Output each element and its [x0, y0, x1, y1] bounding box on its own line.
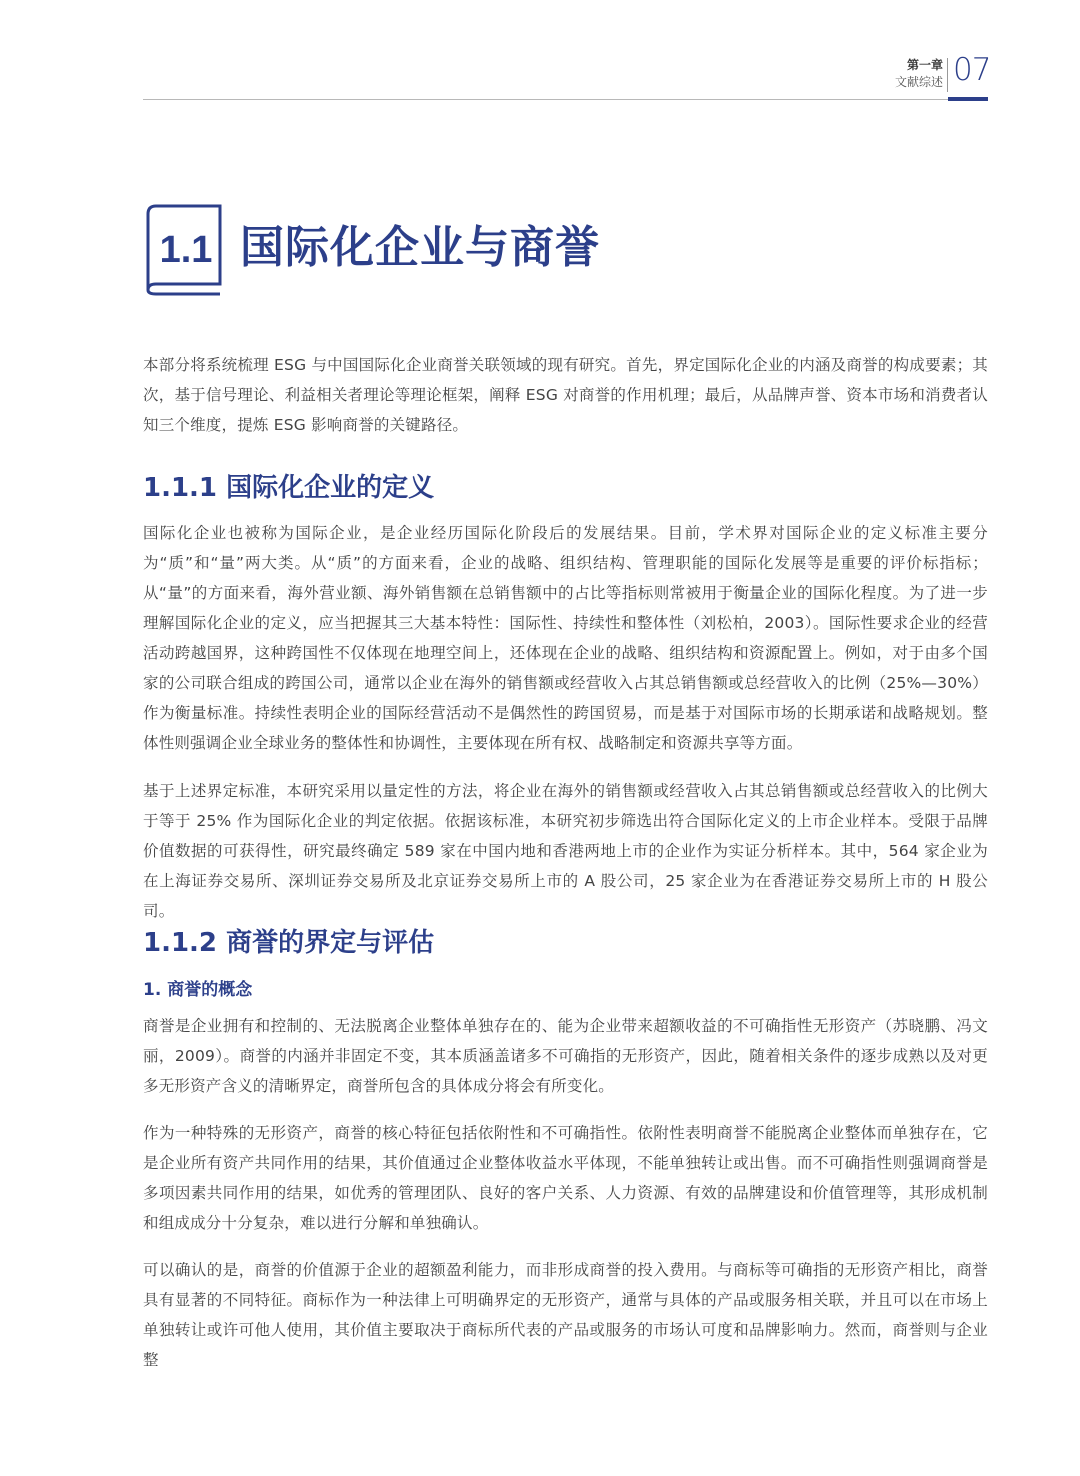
page-header — [0, 0, 1080, 110]
subsection-title: 1.1.2 商誉的界定与评估 — [143, 928, 435, 958]
page-number: 07 — [953, 52, 991, 88]
subsection-1-1-1-body-2 — [143, 776, 988, 926]
paragraph: 国际化企业也被称为国际企业，是企业经历国际化阶段后的发展结果。目前，学术界对国际企业的定义标准主要分为“质”和“量”两大类。从“质”的方面来看，企业的战略、组织结构、管理职能的国际化发展等是重要的评价标指标；从“量”的方面来看，海外营业额、海外销售额在总销售额中的占比等指标则常被用于衡量企业的国际化程度。为了进一步理解国际化企业的定义，应当把握其三大基本特性：国际性、持续性和整体性（刘松柏，2003）。国际性要求企业的经营活动跨越国界，这种跨国性不仅体现在地理空间上，还体现在企业的战略、组织结构和资源配置上。例如，对于由多个国家的公司联合组成的跨国公司，通常以企业在海外的销售额或经营收入占其总销售额或总经营收入的比例（25%—30%）作为衡量标准。持续性表明企业的国际经营活动不是偶然性的跨国贸易，而是基于对国际市场的长期承诺和战略规划。整体性则强调企业全球业务的整体性和协调性，主要体现在所有权、战略制定和资源共享等方面。 — [143, 524, 988, 752]
subsection-1-1-2 — [143, 925, 988, 961]
chapter-subtitle: 文献综述 — [894, 75, 943, 89]
subsection-1-1-2-body-3 — [143, 1255, 988, 1375]
chapter-label — [823, 58, 943, 90]
subsection-1-1-2-body-2 — [143, 1118, 988, 1238]
subsection-1-1-1-body — [143, 518, 988, 758]
section-title: 国际化企业与商誉 — [240, 222, 600, 273]
subsection-heading — [143, 978, 988, 1002]
section-intro — [143, 350, 988, 440]
paragraph: 作为一种特殊的无形资产，商誉的核心特征包括依附性和不可确指性。依附性表明商誉不能脱离企业整体而单独存在，它是企业所有资产共同作用的结果，其价值通过企业整体收益水平体现，不能单独转让或出售。而不可确指性则强调商誉是多项因素共同作用的结果，如优秀的管理团队、良好的客户关系、人力资源、有效的品牌建设和价值管理等，其形成机制和组成成分十分复杂，难以进行分解和单独确认。 — [143, 1124, 988, 1232]
chapter-title: 第一章 — [906, 58, 943, 72]
header-accent-bar — [948, 97, 988, 101]
paragraph: 可以确认的是，商誉的价值源于企业的超额盈利能力，而非形成商誉的投入费用。与商标等可确指的无形资产相比，商誉具有显著的不同特征。商标作为一种法律上可明确界定的无形资产，通常与具体的产品或服务相关联，并且可以在市场上单独转让或许可他人使用，其价值主要取决于商标所代表的产品或服务的市场认可度和品牌影响力。然而，商誉则与企业整 — [143, 1261, 988, 1369]
paragraph: 商誉是企业拥有和控制的、无法脱离企业整体单独存在的、能为企业带来超额收益的不可确指性无形资产（苏晓鹏、冯文丽，2009）。商誉的内涵并非固定不变，其本质涵盖诸多不可确指的无形资产，因此，随着相关条件的逐步成熟以及对更多无形资产含义的清晰界定，商誉所包含的具体成分将会有所变化。 — [143, 1017, 988, 1095]
header-rule — [143, 99, 988, 100]
paragraph: 基于上述界定标准，本研究采用以量定性的方法，将企业在海外的销售额或经营收入占其总销售额或总经营收入的比例大于等于 25% 作为国际化企业的判定依据。依据该标准，本研究初步筛选出符合国际化定义的上市企业样本。受限于品牌价值数据的可获得性，研究最终确定 589 家在中国内地和香港两地上市的企业作为实证分析样本。其中，564 家企业为在上海证券交易所、深圳证券交易所及北京证券交易所上市的 A 股公司，25 家企业为在香港证券交易所上市的 H 股公司。 — [143, 782, 988, 920]
section-number-badge — [144, 204, 222, 296]
section-number: 1.1 — [159, 229, 213, 271]
header-divider — [947, 58, 948, 92]
subsection-title: 1.1.1 国际化企业的定义 — [143, 473, 435, 503]
subsection-1-1-2-body — [143, 1011, 988, 1101]
concept-heading: 1. 商誉的概念 — [143, 980, 253, 1000]
subsection-1-1-1 — [143, 470, 988, 506]
book-frame-icon — [144, 204, 222, 296]
intro-paragraph: 本部分将系统梳理 ESG 与中国国际化企业商誉关联领域的现有研究。首先，界定国际化企业的内涵及商誉的构成要素；其次，基于信号理论、利益相关者理论等理论框架，阐释 ESG 对商誉的作用机理；最后，从品牌声誉、资本市场和消费者认知三个维度，提炼 ESG 影响商誉的关键路径。 — [143, 356, 988, 434]
